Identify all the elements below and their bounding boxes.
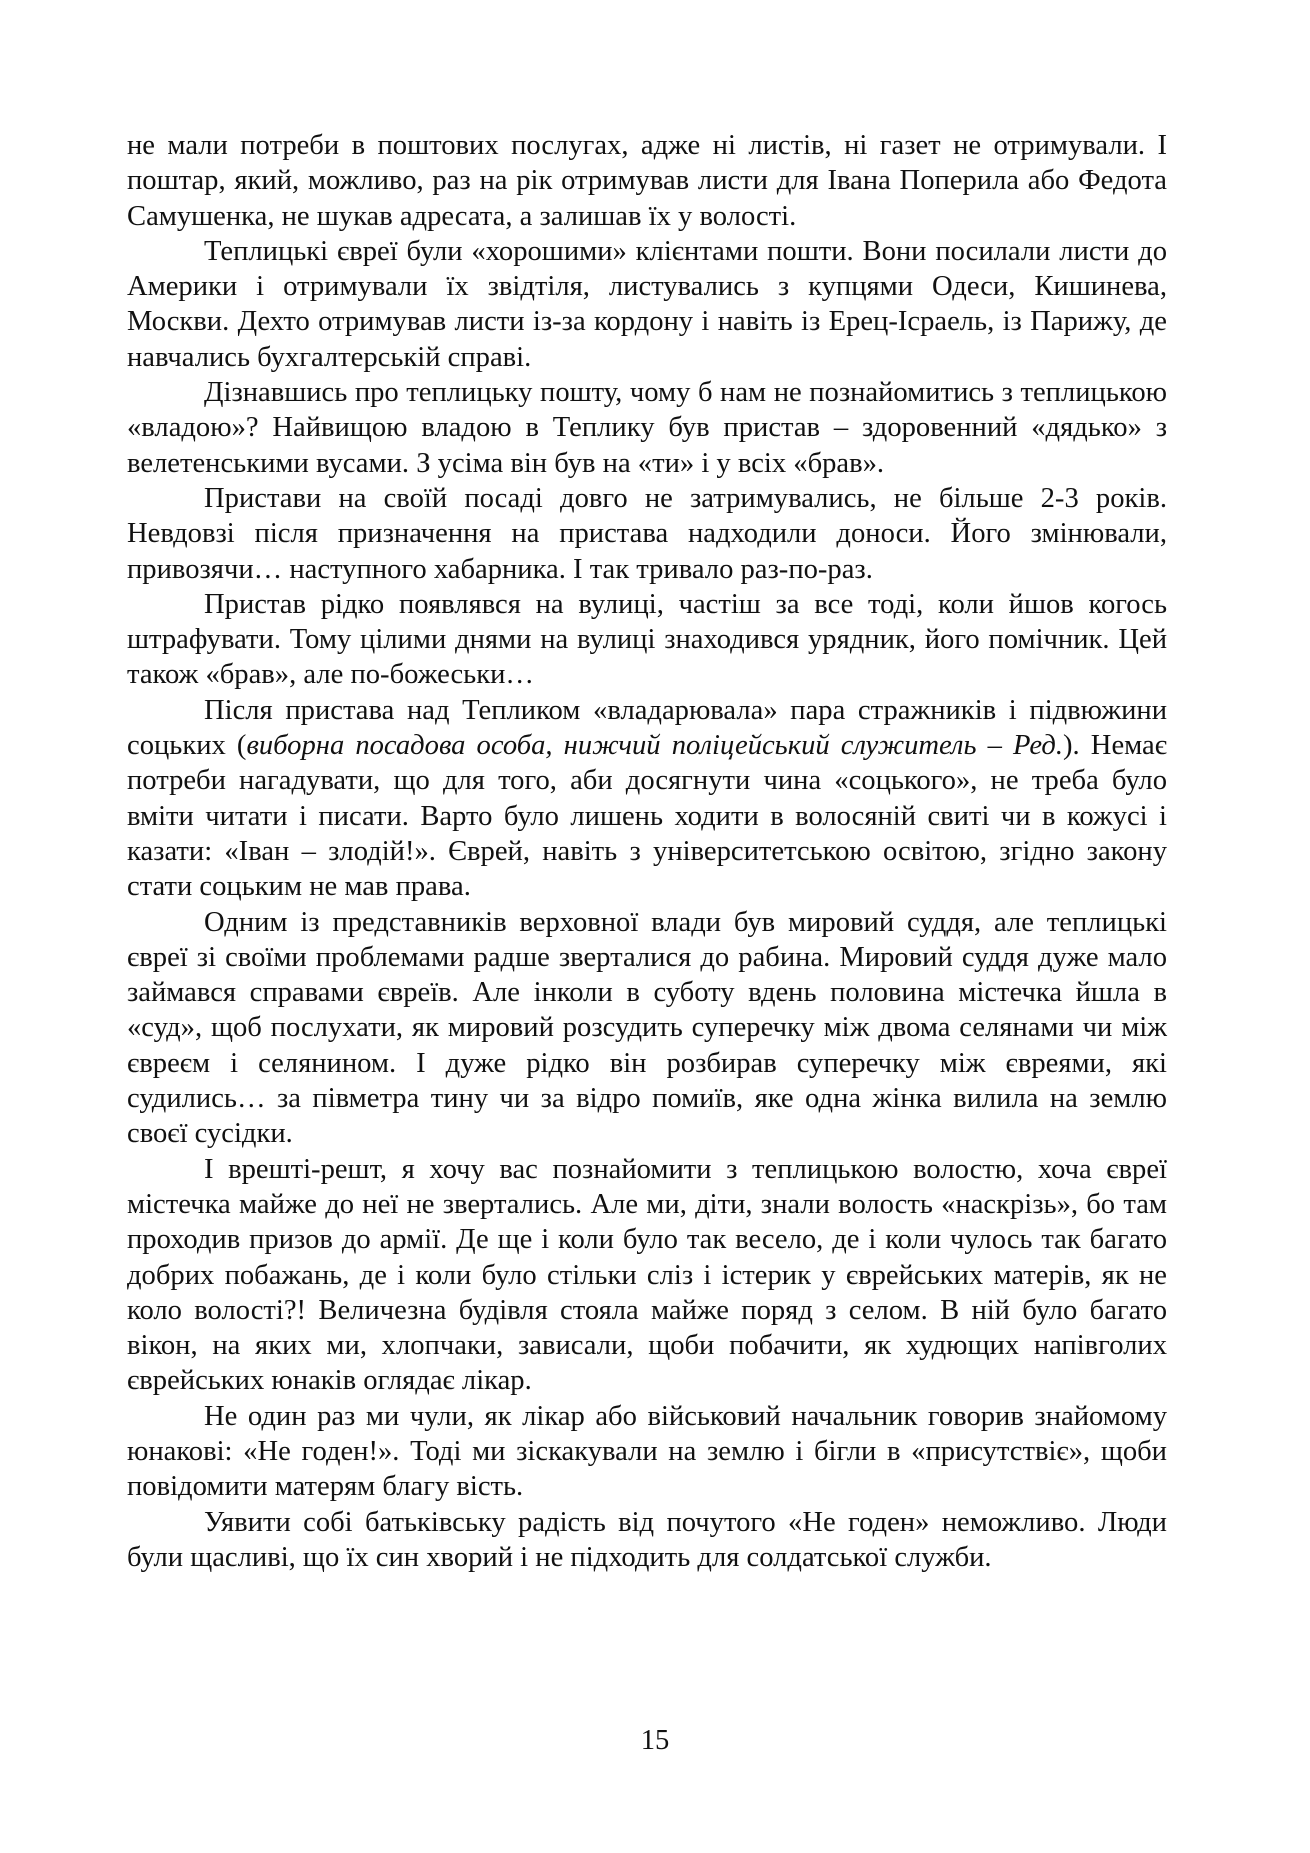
paragraph: Пристав рідко появлявся на вулиці, частіш за все тоді, коли йшов когось штрафувати. Тому цілими днями на вулиці знаходився урядник, його помічник. Цей також «брав», але по-божеськи… <box>127 588 1167 691</box>
paragraph: Одним із представників верховної влади був мировий суддя, але теплицькі євреї зі своїми проблемами радше зверталися до рабина. Мировий суддя дуже мало займався справами євреїв. Але інколи в суботу вдень половина містечка йшла в «суд», щоб послухати, як мировий розсудить суперечку між двома селянами чи між євреєм і селянином. І дуже рідко він розбирав суперечку між євреями, які судились… за півметра тину чи за відро помиїв, яке одна жінка вилила на землю своєї сусідки. <box>127 906 1167 1150</box>
page-number: 15 <box>640 1725 670 1756</box>
page-body <box>127 128 1167 1575</box>
paragraph: Уявити собі батьківську радість від почутого «Не годен» неможливо. Люди були щасливі, що їх син хворий і не підходить для солдатської служби. <box>127 1506 1167 1573</box>
paragraph-text-after-note: ). Немає потреби нагадувати, що для того, аби досягнути чина «соцького», не треба було вміти читати і писати. Варто було лишень ходити в волосяній свиті чи в кожусі і казати: «Іван – злодій!». Єврей, навіть з університетською освітою, згідно закону стати соцьким не мав права. <box>127 730 1167 903</box>
paragraph: І врешті-решт, я хочу вас познайомити з теплицькою волостю, хоча євреї містечка майже до неї не звертались. Але ми, діти, знали волость «наскрізь», бо там проходив призов до армії. Де ще і коли було так весело, де і коли чулось так багато добрих побажань, де і коли було стільки сліз і істерик у єврейських матерів, як не коло волості?! Величезна будівля стояла майже поряд з селом. В ній було багато вікон, на яких ми, хлопчаки, зависали, щоби побачити, як худющих напівголих єврейських юнаків оглядає лікар. <box>127 1153 1167 1397</box>
paragraph: Теплицькі євреї були «хорошими» клієнтами пошти. Вони посилали листи до Америки і отримували їх звідтіля, листувались з купцями Одеси, Кишинева, Москви. Дехто отримував листи із-за кордону і навіть із Ерец-Ісраель, із Парижу, де навчались бухгалтерській справі. <box>127 235 1167 373</box>
paragraph-continuation: не мали потреби в поштових послугах, адже ні листів, ні газет не отримували. І поштар, який, можливо, раз на рік отримував листи для Івана Поперила або Федота Самушенка, не шукав адресата, а залишав їх у волості. <box>127 130 1167 232</box>
paragraph: Пристави на своїй посаді довго не затримувались, не більше 2-3 років. Невдовзі після призначення на пристава надходили доноси. Його змінювали, привозячи… наступного хабарника. І так тривало раз-по-раз. <box>127 482 1167 585</box>
paragraph: Дізнавшись про теплицьку пошту, чому б нам не познайомитись з теплицькою «владою»? Найвищою владою в Теплику був пристав – здоровенний «дядько» з велетенськими вусами. З усіма він був на «ти» і у всіх «брав». <box>127 377 1167 479</box>
paragraph: Не один раз ми чули, як лікар або військовий начальник говорив знайомому юнакові: «Не годен!». Тоді ми зіскакували на землю і бігли в «присутствіє», щоби повідомити матерям благу вість. <box>127 1400 1167 1503</box>
editor-note: виборна посадова особа, нижчий поліцейський служитель – Ред. <box>246 730 1064 762</box>
paragraph-with-editor-note <box>127 693 1167 905</box>
paragraph-text-before-note: Після пристава над Тепликом «владарювала» пара стражників і підвюжини соцьких ( <box>127 694 1167 762</box>
